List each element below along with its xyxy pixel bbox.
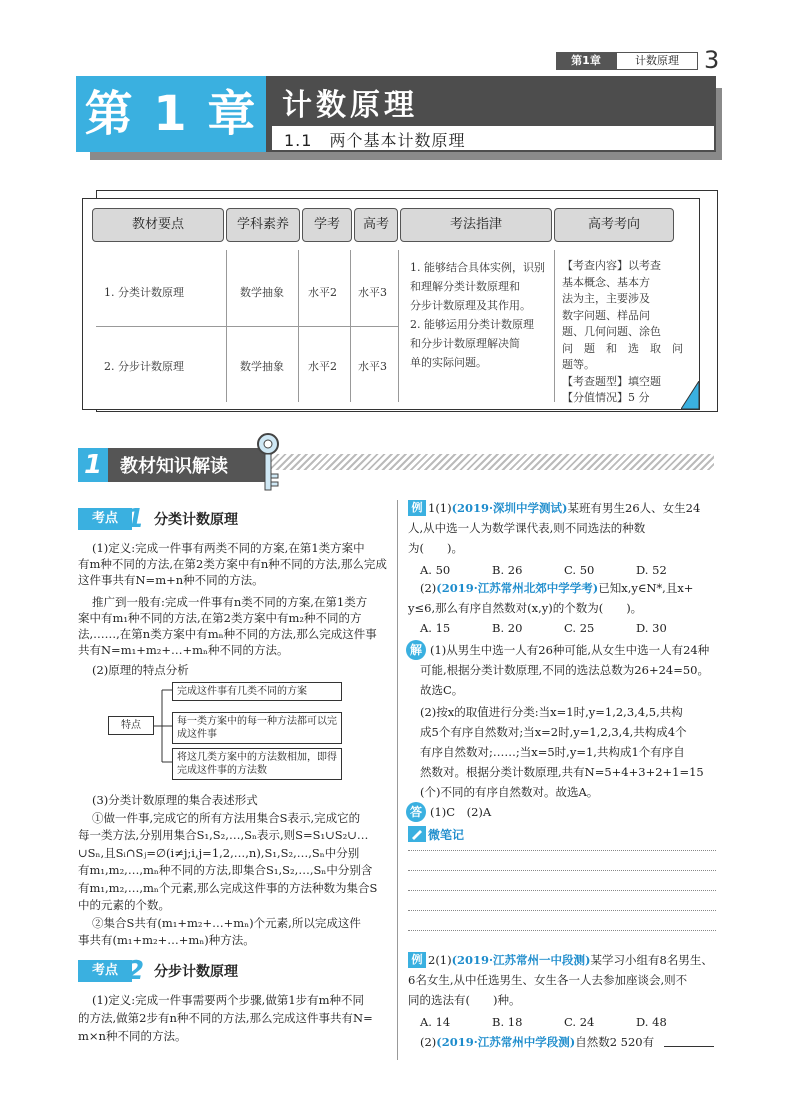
- solution-line: 可能,根据分类计数原理,不同的选法总数为26+24=50。: [420, 663, 709, 677]
- kp1-line: 这件事共有N=m+n种不同的方法。: [78, 573, 264, 587]
- solution-line: 然数对。根据分类计数原理,共有N=5+4+3+2+1=15: [420, 765, 704, 779]
- chapter-number: 第 1 章: [76, 76, 266, 152]
- ex1-source: (2019·深圳中学测试): [451, 501, 568, 515]
- solution-tag: 解: [406, 640, 426, 660]
- option-b: B. 20: [492, 621, 523, 635]
- trend-line: 法为主，主要涉及: [562, 292, 650, 305]
- th-gk: 高考: [354, 208, 398, 242]
- page-curl-icon: [681, 381, 721, 421]
- ex1-label: 1(1): [428, 501, 452, 515]
- th-xk: 学考: [302, 208, 352, 242]
- kp1-line: (2)原理的特点分析: [92, 663, 189, 677]
- section-title-knowledge: 教材知识解读: [120, 456, 228, 477]
- option-d: D. 30: [636, 621, 667, 635]
- table-row-2-literacy: 数学抽象: [240, 360, 284, 373]
- kp1-line: 法,……,在第n类方案中有mₙ种不同的方法,那么完成这件事: [78, 627, 377, 641]
- table-row-1-literacy: 数学抽象: [240, 286, 284, 299]
- ex2-q2: [420, 1034, 654, 1050]
- table-row-1-xk: 水平2: [308, 286, 337, 299]
- ex1-q2-label: (2): [420, 581, 437, 595]
- kp1-line: ①做一件事,完成它的所有方法用集合S表示,完成它的: [92, 811, 361, 825]
- kp1-line: (3)分类计数原理的集合表述形式: [92, 793, 258, 807]
- guide-line: 分步计数原理及其作用。: [410, 299, 531, 312]
- guide-line: 和理解分类计数原理和: [410, 280, 520, 293]
- trend-line: 题等。: [562, 358, 595, 371]
- section-title: 1.1 两个基本计数原理: [284, 131, 466, 150]
- section-number: 1: [78, 448, 108, 482]
- kp1-header: [78, 504, 378, 534]
- kp2-line: 的方法,做第2步有n种不同的方法,那么完成这件事共有N=: [78, 1011, 373, 1025]
- ex2-q2-label: (2): [420, 1035, 437, 1049]
- feature-label: 特点: [108, 716, 154, 735]
- note-line: [408, 930, 716, 931]
- ex1-header: [428, 500, 700, 516]
- ex2-q1-line: 同的选法有( )种。: [408, 993, 521, 1007]
- option-c: C. 25: [564, 621, 595, 635]
- solution-line: 有序自然数对;……;当x=5时,y=1,共构成1个有序自: [420, 745, 685, 759]
- trend-text: [562, 258, 683, 407]
- guide-line: 单的实际问题。: [410, 356, 487, 369]
- ex1-q2-source: (2019·江苏常州北郊中学学考): [436, 581, 599, 595]
- solution-line: 故选C。: [420, 683, 464, 697]
- kp2-number: 2: [126, 956, 145, 986]
- guide-line: 1. 能够结合具体实例，识别: [410, 261, 545, 274]
- solution-line: (2)按x的取值进行分类:当x=1时,y=1,2,3,4,5,共构: [420, 705, 683, 719]
- note-line: [408, 910, 716, 911]
- kp1-line: 有m₁,m₂,…,mₙ种不同的方法,即集合S₁,S₂,…,Sₙ中分别含: [78, 863, 373, 877]
- option-d: D. 52: [636, 563, 667, 577]
- ex2-label: 2(1): [428, 953, 452, 967]
- answer-text: (1)C (2)A: [430, 805, 492, 819]
- notes-title: 微笔记: [428, 828, 465, 842]
- col-divider: [398, 250, 399, 402]
- table-row-2-xk: 水平2: [308, 360, 337, 373]
- kp1-line: 案中有m₁种不同的方法,在第2类方案中有m₂种不同的方: [78, 611, 362, 625]
- th-literacy: 学科素养: [226, 208, 300, 242]
- kp1-line: 推广到一般有:完成一件事有n类不同的方案,在第1类方: [92, 595, 368, 609]
- option-b: B. 18: [492, 1015, 523, 1029]
- ex1-q2-line: y≤6,那么有序自然数对(x,y)的个数为( )。: [408, 601, 643, 615]
- guide-text: [410, 258, 545, 372]
- note-line: [408, 870, 716, 871]
- col-divider: [554, 250, 555, 402]
- kp1-title: 分类计数原理: [154, 512, 238, 528]
- kp1-tag: 考点: [78, 508, 132, 530]
- running-chapter-tag: 第1章: [556, 52, 616, 70]
- kp2-line: (1)定义:完成一件事需要两个步骤,做第1步有m种不同: [92, 993, 365, 1007]
- trend-line: 问 题 和 选 取 问: [562, 341, 683, 355]
- trend-line: 题、几何问题、涂色: [562, 325, 661, 338]
- chapter-title: 计数原理: [282, 88, 418, 123]
- ex2-q1-line: 6名女生,从中任选男生、女生各一人去参加座谈会,则不: [408, 973, 688, 987]
- kp1-line: (1)定义:完成一件事有两类不同的方案,在第1类方案中: [92, 541, 365, 555]
- kp2-header: [78, 956, 378, 986]
- table-row-1-gk: 水平3: [358, 286, 387, 299]
- option-d: D. 48: [636, 1015, 667, 1029]
- ex1-q2-line: 已知x,y∈N*,且x+: [598, 581, 694, 595]
- kp1-line: 事共有(m₁+m₂+…+mₙ)种方法。: [78, 933, 255, 947]
- note-icon: [408, 826, 426, 842]
- ex1-tag: 例: [408, 500, 426, 516]
- kp1-line: ②集合S共有(m₁+m₂+…+mₙ)个元素,所以完成这件: [92, 916, 361, 930]
- option-b: B. 26: [492, 563, 523, 577]
- section-stripe: [270, 454, 714, 470]
- trend-line: 【考查内容】以考查: [562, 259, 661, 272]
- kp1-number: 1: [126, 504, 145, 534]
- ex2-header: [428, 952, 713, 968]
- solution-line: (1)从男生中选一人有26种可能,从女生中选一人有24种: [430, 643, 710, 657]
- th-guide: 考法指津: [400, 208, 552, 242]
- answer-tag: 答: [406, 802, 426, 822]
- ex2-q2-source: (2019·江苏常州中学段测): [436, 1035, 576, 1049]
- ex1-q1-line: 为( )。: [408, 541, 463, 555]
- kp1-line: 每一类方法,分别用集合S₁,S₂,…,Sₙ表示,则S=S₁∪S₂∪…: [78, 828, 369, 842]
- note-line: [408, 890, 716, 891]
- kp2-title: 分步计数原理: [154, 964, 238, 980]
- table-row-1-point: 1. 分类计数原理: [104, 286, 184, 299]
- ex2-q1-line: 某学习小组有8名男生、: [590, 953, 713, 967]
- table-row-2-point: 2. 分步计数原理: [104, 360, 184, 373]
- kp2-tag: 考点: [78, 960, 132, 982]
- answer-blank: [664, 1046, 714, 1047]
- kp1-line: 共有N=m₁+m₂+…+mₙ种不同的方法。: [78, 643, 289, 657]
- key-icon: [250, 432, 286, 494]
- ex1-q2-header: [420, 580, 693, 596]
- feature-box: 每一类方案中的每一种方法都可以完成这件事: [172, 712, 342, 744]
- feature-box: 将这几类方案中的方法数相加，即得完成这件事的方法数: [172, 748, 342, 780]
- trend-line: 基本概念、基本方: [562, 275, 650, 289]
- page-number: 3: [704, 46, 720, 74]
- ex2-q2-text: 自然数2 520有: [575, 1035, 655, 1049]
- feature-box: 完成这件事有几类不同的方案: [172, 682, 342, 701]
- kp1-line: ∪Sₙ,且Sᵢ∩Sⱼ=∅(i≠j;i,j=1,2,…,n),S₁,S₂,…,Sₙ中分别: [78, 846, 360, 860]
- ex2-tag: 例: [408, 952, 426, 968]
- option-c: C. 24: [564, 1015, 595, 1029]
- guide-line: 2. 能够运用分类计数原理: [410, 318, 534, 331]
- option-a: A. 15: [420, 621, 451, 635]
- guide-line: 和分步计数原理解决简: [410, 337, 520, 350]
- ex1-q1-line: 某班有男生26人、女生24: [567, 501, 701, 515]
- row-divider: [96, 326, 398, 327]
- solution-line: (个)不同的有序自然数对。故选A。: [420, 785, 599, 799]
- ex2-source: (2019·江苏常州一中段测): [451, 953, 591, 967]
- option-a: A. 14: [420, 1015, 451, 1029]
- trend-line: 【分值情况】5 分: [562, 391, 650, 404]
- kp1-line: 中的元素的个数。: [78, 898, 170, 912]
- trend-line: 【考查题型】填空题: [562, 374, 661, 388]
- trend-line: 数字问题、样品问: [562, 308, 650, 322]
- running-chapter-name: 计数原理: [616, 52, 698, 70]
- th-points: 教材要点: [92, 208, 224, 242]
- kp1-line: 有m₁,m₂,…,mₙ个元素,那么完成这件事的方法种数为集合S: [78, 881, 378, 895]
- option-a: A. 50: [420, 563, 451, 577]
- table-header: [92, 208, 672, 242]
- note-line: [408, 850, 716, 851]
- kp2-line: m×n种不同的方法。: [78, 1029, 187, 1043]
- table-row-2-gk: 水平3: [358, 360, 387, 373]
- option-c: C. 50: [564, 563, 595, 577]
- ex1-q1-line: 人,从中选一人为数学课代表,则不同选法的种数: [408, 521, 646, 535]
- th-trend: 高考考向: [554, 208, 674, 242]
- column-divider: [397, 500, 398, 1060]
- kp1-line: 有m种不同的方法,在第2类方案中有n种不同的方法,那么完成: [78, 557, 387, 571]
- solution-line: 成5个有序自然数对;当x=2时,y=1,2,3,4,共构成4个: [420, 725, 687, 739]
